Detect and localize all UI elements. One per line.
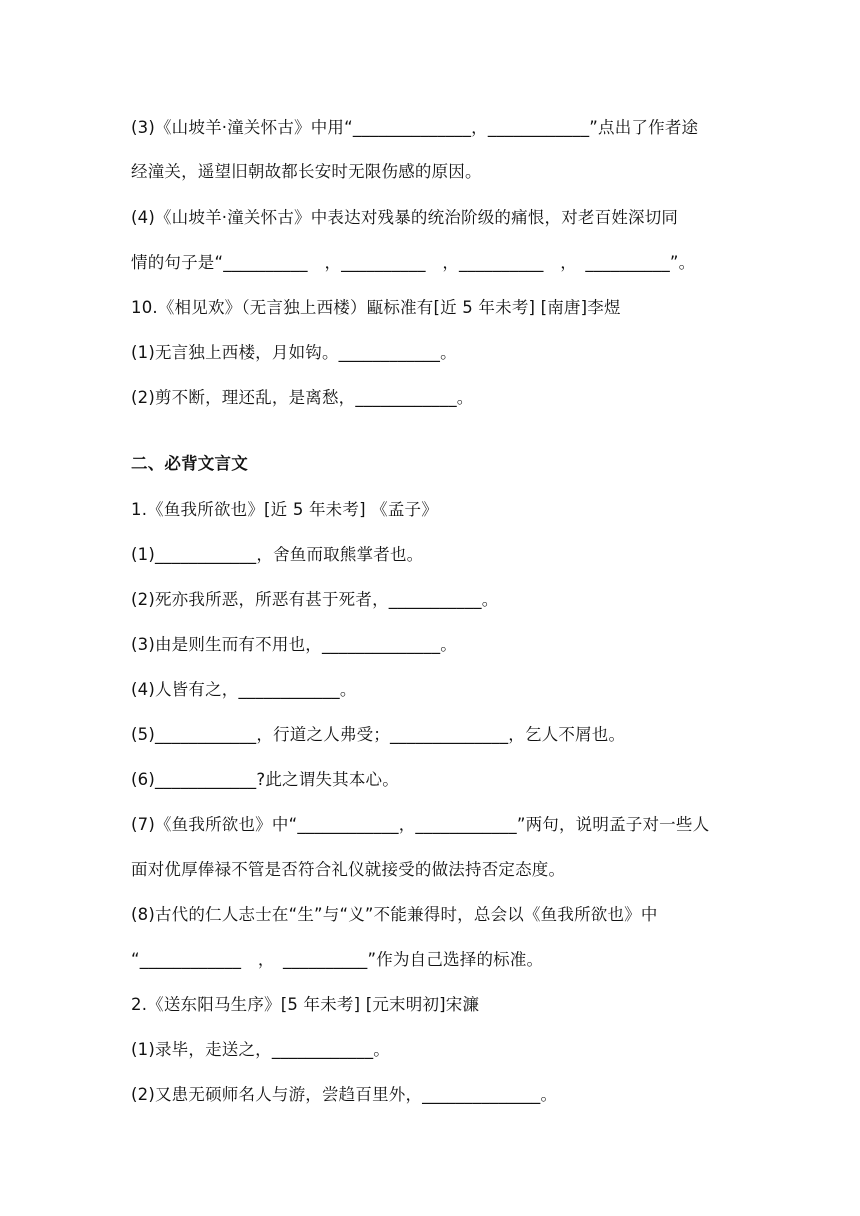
text-title-line: 1.《鱼我所欲也》[近 5 年未考] 《孟子》 [131,500,438,519]
question-line: (3)《山坡羊·潼关怀古》中用“______________，____________”点出了作者途 [131,118,699,137]
question-line: (5)____________，行道之人弗受；______________，乞人不屑也。 [131,725,626,744]
poem-title-line: 10.《相见欢》（无言独上西楼）甌标准有[近 5 年未考] [南唐]李煜 [131,298,621,317]
question-line: 面对优厚俸禄不管是否符合礼仪就接受的做法持否定态度。 [131,860,566,879]
question-line: (1)无言独上西楼，月如钩。____________。 [131,343,457,362]
section-heading: 二、必背文言文 [131,454,248,473]
question-line: (4)《山坡羊·潼关怀古》中表达对残暴的统治阶级的痛恨，对老百姓深切同 [131,208,679,227]
question-line: (2)又患无硕师名人与游，尝趋百里外，______________。 [131,1085,558,1104]
question-line: 经潼关，遥望旧朝故都长安时无限伤感的原因。 [131,162,482,181]
question-line: (1)录毕，走送之，____________。 [131,1040,390,1059]
question-line: (2)剪不断，理还乱，是离愁，____________。 [131,388,474,407]
question-line: (8)古代的仁人志士在“生”与“义”不能兼得时，总会以《鱼我所欲也》中 [131,905,658,924]
question-line: (6)____________?此之谓失其本心。 [131,770,399,789]
question-line: (4)人皆有之，____________。 [131,680,357,699]
question-line: (2)死亦我所恶，所恶有甚于死者，___________。 [131,590,499,609]
question-line: “____________ ， __________”作为自己选择的标准。 [131,950,544,969]
question-line: (1)____________，舍鱼而取熊掌者也。 [131,545,424,564]
text-title-line: 2.《送东阳马生序》[5 年未考] [元末明初]宋濂 [131,995,480,1014]
question-line: 情的句子是“__________ ，__________ ，__________ ， __________”。 [131,253,696,272]
question-line: (7)《鱼我所欲也》中“____________，____________”两句，说明孟子对一些人 [131,815,710,834]
question-line: (3)由是则生而有不用也，______________。 [131,635,457,654]
